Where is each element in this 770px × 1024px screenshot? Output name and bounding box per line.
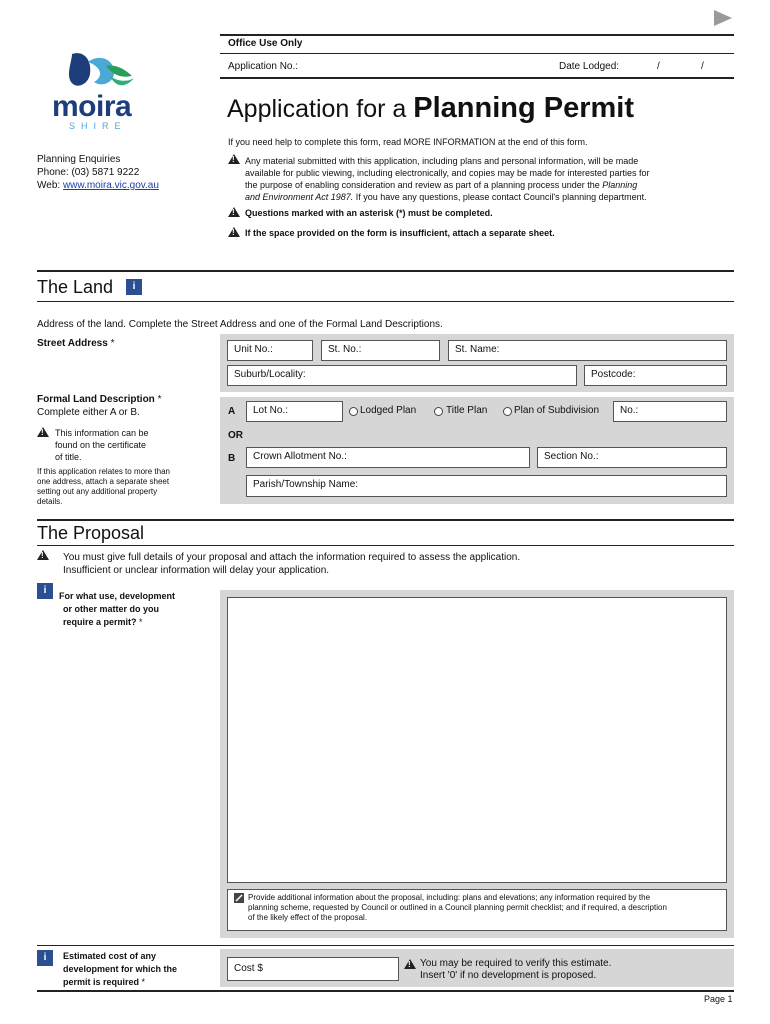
option-b-label: B xyxy=(228,453,236,464)
lot-no-field[interactable]: Lot No.: xyxy=(246,401,343,422)
provide-line: planning scheme, requested by Council or outlined in a Council planning permit checklist; and if required, a description xyxy=(248,903,667,912)
multi-address-note xyxy=(37,467,170,507)
question-line xyxy=(59,616,175,629)
note-line: of title. xyxy=(55,452,82,462)
warning-icon xyxy=(37,550,49,560)
section-no-field[interactable]: Section No.: xyxy=(537,447,727,468)
title-plan-radio[interactable] xyxy=(434,407,443,416)
info-icon[interactable]: i xyxy=(37,950,53,966)
application-no-label: Application No.: xyxy=(228,61,299,72)
help-text: If you need help to complete this form, read MORE INFORMATION at the end of this form. xyxy=(228,137,588,147)
cost-field[interactable]: Cost $ xyxy=(227,957,399,981)
plan-subdivision-radio[interactable] xyxy=(503,407,512,416)
warning-icon xyxy=(228,227,240,237)
note-line: one address, attach a separate sheet xyxy=(37,477,170,486)
crown-allotment-field[interactable]: Crown Allotment No.: xyxy=(246,447,530,468)
street-address-label xyxy=(37,338,114,349)
provide-info-note xyxy=(227,889,727,931)
material-line: Any material submitted with this application, including plans and personal information, will be made xyxy=(245,156,639,166)
material-line: available for public viewing, including electronically, and copies may be made for interested parties for xyxy=(245,168,650,178)
act-name: Planning xyxy=(602,180,638,190)
parish-field[interactable]: Parish/Township Name: xyxy=(246,475,727,497)
date-separator: / xyxy=(657,61,660,72)
note-line: If this application relates to more than xyxy=(37,467,170,476)
unit-no-field[interactable]: Unit No.: xyxy=(227,340,313,361)
planning-enquiries: Planning Enquiries xyxy=(37,154,121,165)
date-lodged-label: Date Lodged: xyxy=(559,61,620,72)
title-plan-label: Title Plan xyxy=(446,405,488,416)
title-prefix: Application for a xyxy=(227,95,407,123)
warning-icon xyxy=(228,207,240,217)
proposal-warning xyxy=(63,551,520,577)
plan-subdivision-label: Plan of Subdivision xyxy=(514,405,600,416)
warning-line: You must give full details of your proposal and attach the information required to assess the application. xyxy=(63,552,521,563)
warning-icon xyxy=(37,427,49,437)
postcode-field[interactable]: Postcode: xyxy=(584,365,727,386)
question-line: or other matter do you xyxy=(63,604,160,614)
warning-line: Insufficient or unclear information will delay your application. xyxy=(63,565,330,576)
section-title-land: The Land xyxy=(37,277,114,297)
act-name: and Environment Act 1987. xyxy=(245,192,354,202)
verify-line: Insert '0' if no development is proposed. xyxy=(420,970,597,981)
question-line: For what use, development xyxy=(59,591,176,601)
formal-land-label xyxy=(37,394,161,405)
note-line: This information can be xyxy=(55,428,149,438)
phone: Phone: (03) 5871 9222 xyxy=(37,167,140,178)
required-star: * xyxy=(110,338,115,349)
material-notice xyxy=(245,155,650,203)
edit-pencil-icon xyxy=(234,893,244,903)
question-line: development for which the xyxy=(63,964,178,974)
note-line: found on the certificate xyxy=(55,440,147,450)
material-text: If you have any questions, please contact Council's planning department. xyxy=(355,192,647,202)
office-use-title: Office Use Only xyxy=(228,38,303,49)
material-line xyxy=(245,179,650,191)
website-link[interactable]: www.moira.vic.gov.au xyxy=(62,180,159,191)
required-star: * xyxy=(139,617,143,627)
next-page-arrow-icon[interactable] xyxy=(712,9,734,27)
cost-question xyxy=(63,950,177,989)
asterisk-notice: Questions marked with an asterisk (*) must be completed. xyxy=(245,208,493,218)
question-text: require a permit? xyxy=(63,617,137,627)
lodged-plan-radio[interactable] xyxy=(349,407,358,416)
formal-land-text: Formal Land Description xyxy=(37,394,155,405)
title-info-note xyxy=(55,427,149,463)
or-label: OR xyxy=(228,430,243,441)
street-address-text: Street Address xyxy=(37,338,108,349)
question-line xyxy=(63,976,177,989)
verify-line: You may be required to verify this estimate. xyxy=(420,958,612,969)
moira-shire-logo-icon xyxy=(62,48,142,94)
option-a-label: A xyxy=(228,406,236,417)
material-text: the purpose of enabling consideration and review as part of a planning process under the xyxy=(245,180,600,190)
st-no-field[interactable]: St. No.: xyxy=(321,340,440,361)
logo-name: moira xyxy=(52,90,132,123)
warning-icon xyxy=(404,959,416,969)
section-title-proposal: The Proposal xyxy=(37,523,145,543)
required-star: * xyxy=(157,394,162,405)
complete-either: Complete either A or B. xyxy=(37,407,140,418)
st-name-field[interactable]: St. Name: xyxy=(448,340,727,361)
provide-line: of the likely effect of the proposal. xyxy=(248,913,368,922)
info-icon[interactable]: i xyxy=(126,279,142,295)
land-intro: Address of the land. Complete the Street Address and one of the Formal Land Descriptions. xyxy=(37,319,443,330)
page-title xyxy=(227,92,634,125)
info-icon[interactable]: i xyxy=(37,583,53,599)
cost-verify-note xyxy=(420,958,611,982)
space-notice: If the space provided on the form is insufficient, attach a separate sheet. xyxy=(245,228,555,238)
material-line xyxy=(245,191,650,203)
web xyxy=(37,180,159,191)
provide-line: Provide additional information about the proposal, including: plans and elevations; any information required by the xyxy=(248,893,651,902)
web-label: Web: xyxy=(37,180,61,191)
use-question xyxy=(59,590,175,629)
note-line: setting out any additional property xyxy=(37,487,158,496)
plan-no-field[interactable]: No.: xyxy=(613,401,727,422)
note-line: details. xyxy=(37,497,63,506)
lodged-plan-label: Lodged Plan xyxy=(360,405,417,416)
logo-sub: SHIRE xyxy=(69,121,127,131)
title-main: Planning Permit xyxy=(413,92,634,124)
suburb-field[interactable]: Suburb/Locality: xyxy=(227,365,577,386)
question-line: Estimated cost of any xyxy=(63,951,157,961)
proposal-description-textarea[interactable] xyxy=(227,597,727,883)
question-text: permit is required xyxy=(63,977,140,987)
warning-icon xyxy=(228,154,240,164)
required-star: * xyxy=(141,977,146,987)
page-number: Page 1 xyxy=(704,994,733,1004)
date-separator: / xyxy=(701,61,704,72)
